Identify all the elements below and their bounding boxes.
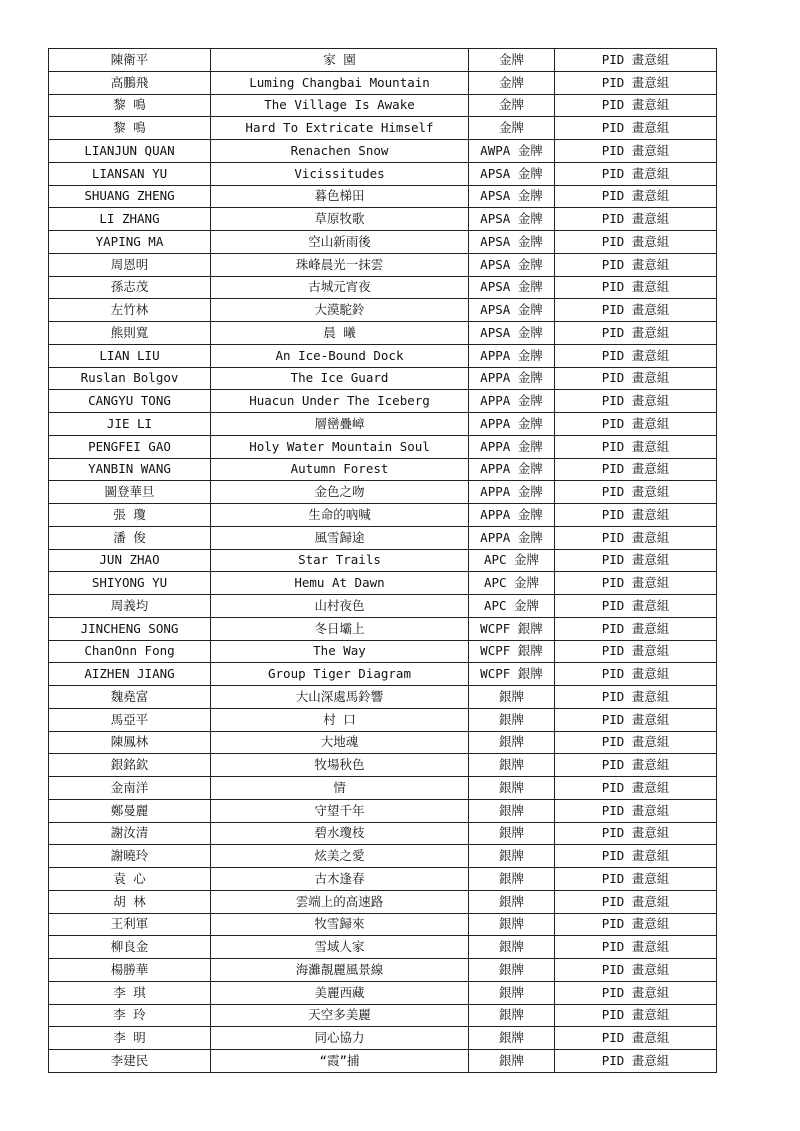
table-row xyxy=(49,185,717,208)
table-row xyxy=(49,1004,717,1027)
table-row xyxy=(49,162,717,185)
author-name: 鄭曼麗 xyxy=(49,799,211,822)
author-name: YANBIN WANG xyxy=(49,458,211,481)
table-row xyxy=(49,94,717,117)
table-row xyxy=(49,71,717,94)
table-row xyxy=(49,49,717,72)
work-title: 山村夜色 xyxy=(211,595,469,618)
work-title: 村 口 xyxy=(211,708,469,731)
work-title: 古木逢春 xyxy=(211,868,469,891)
category-group: PID 畫意組 xyxy=(555,595,717,618)
table-row xyxy=(49,981,717,1004)
category-group: PID 畫意組 xyxy=(555,94,717,117)
work-title: 生命的吶喊 xyxy=(211,504,469,527)
table-row xyxy=(49,458,717,481)
work-title: 雪域人家 xyxy=(211,936,469,959)
category-group: PID 畫意組 xyxy=(555,731,717,754)
work-title: 海灘靚麗風景線 xyxy=(211,959,469,982)
table-row xyxy=(49,799,717,822)
author-name: 李建民 xyxy=(49,1050,211,1073)
table-row xyxy=(49,822,717,845)
category-group: PID 畫意組 xyxy=(555,390,717,413)
category-group: PID 畫意組 xyxy=(555,913,717,936)
category-group: PID 畫意組 xyxy=(555,162,717,185)
category-group: PID 畫意組 xyxy=(555,299,717,322)
award-level: APC 金牌 xyxy=(469,595,555,618)
category-group: PID 畫意組 xyxy=(555,435,717,458)
work-title: Autumn Forest xyxy=(211,458,469,481)
work-title: 風雪歸途 xyxy=(211,526,469,549)
author-name: JIE LI xyxy=(49,413,211,436)
table-row xyxy=(49,231,717,254)
author-name: ChanOnn Fong xyxy=(49,640,211,663)
work-title: Huacun Under The Iceberg xyxy=(211,390,469,413)
work-title: 草原牧歌 xyxy=(211,208,469,231)
table-row xyxy=(49,481,717,504)
table-row xyxy=(49,390,717,413)
table-row xyxy=(49,140,717,163)
work-title: 炫美之愛 xyxy=(211,845,469,868)
category-group: PID 畫意組 xyxy=(555,458,717,481)
category-group: PID 畫意組 xyxy=(555,549,717,572)
award-level: APPA 金牌 xyxy=(469,481,555,504)
category-group: PID 畫意組 xyxy=(555,526,717,549)
award-level: 金牌 xyxy=(469,94,555,117)
award-level: APPA 金牌 xyxy=(469,458,555,481)
work-title: The Village Is Awake xyxy=(211,94,469,117)
work-title: 美麗西藏 xyxy=(211,981,469,1004)
author-name: 袁 心 xyxy=(49,868,211,891)
award-level: 金牌 xyxy=(469,49,555,72)
award-level: 銀牌 xyxy=(469,799,555,822)
author-name: 楊勝華 xyxy=(49,959,211,982)
author-name: 周義均 xyxy=(49,595,211,618)
work-title: 暮色梯田 xyxy=(211,185,469,208)
author-name: 孫志茂 xyxy=(49,276,211,299)
table-row xyxy=(49,253,717,276)
author-name: LI ZHANG xyxy=(49,208,211,231)
category-group: PID 畫意組 xyxy=(555,754,717,777)
category-group: PID 畫意組 xyxy=(555,777,717,800)
table-row xyxy=(49,572,717,595)
author-name: 柳良金 xyxy=(49,936,211,959)
work-title: 冬日壩上 xyxy=(211,617,469,640)
author-name: LIAN LIU xyxy=(49,344,211,367)
category-group: PID 畫意組 xyxy=(555,1050,717,1073)
work-title: 珠峰晨光一抹雲 xyxy=(211,253,469,276)
table-row xyxy=(49,959,717,982)
category-group: PID 畫意組 xyxy=(555,71,717,94)
work-title: Star Trails xyxy=(211,549,469,572)
author-name: 王利軍 xyxy=(49,913,211,936)
award-level: WCPF 銀牌 xyxy=(469,617,555,640)
award-level: APSA 金牌 xyxy=(469,276,555,299)
category-group: PID 畫意組 xyxy=(555,322,717,345)
table-row xyxy=(49,731,717,754)
author-name: 周恩明 xyxy=(49,253,211,276)
category-group: PID 畫意組 xyxy=(555,822,717,845)
category-group: PID 畫意組 xyxy=(555,617,717,640)
author-name: CANGYU TONG xyxy=(49,390,211,413)
award-level: APPA 金牌 xyxy=(469,413,555,436)
award-level: APSA 金牌 xyxy=(469,231,555,254)
award-level: APC 金牌 xyxy=(469,549,555,572)
category-group: PID 畫意組 xyxy=(555,868,717,891)
award-level: APPA 金牌 xyxy=(469,390,555,413)
table-row xyxy=(49,1050,717,1073)
award-level: 銀牌 xyxy=(469,731,555,754)
table-row xyxy=(49,117,717,140)
award-level: 銀牌 xyxy=(469,868,555,891)
table-row xyxy=(49,526,717,549)
category-group: PID 畫意組 xyxy=(555,572,717,595)
work-title: The Way xyxy=(211,640,469,663)
author-name: 魏堯富 xyxy=(49,686,211,709)
table-row xyxy=(49,1027,717,1050)
category-group: PID 畫意組 xyxy=(555,185,717,208)
work-title: 古城元宵夜 xyxy=(211,276,469,299)
table-row xyxy=(49,504,717,527)
category-group: PID 畫意組 xyxy=(555,140,717,163)
author-name: 李 琪 xyxy=(49,981,211,1004)
table-row xyxy=(49,617,717,640)
work-title: 大地魂 xyxy=(211,731,469,754)
author-name: SHIYONG YU xyxy=(49,572,211,595)
category-group: PID 畫意組 xyxy=(555,253,717,276)
category-group: PID 畫意組 xyxy=(555,481,717,504)
author-name: 銀銘欽 xyxy=(49,754,211,777)
award-level: APSA 金牌 xyxy=(469,208,555,231)
work-title: 晨 曦 xyxy=(211,322,469,345)
award-level: 銀牌 xyxy=(469,1027,555,1050)
award-level: APSA 金牌 xyxy=(469,185,555,208)
table-row xyxy=(49,663,717,686)
work-title: The Ice Guard xyxy=(211,367,469,390)
work-title: 雲端上的高速路 xyxy=(211,890,469,913)
table-row xyxy=(49,413,717,436)
award-level: 銀牌 xyxy=(469,913,555,936)
author-name: 金南洋 xyxy=(49,777,211,800)
table-row xyxy=(49,595,717,618)
author-name: 李 玲 xyxy=(49,1004,211,1027)
author-name: 熊則寬 xyxy=(49,322,211,345)
work-title: 碧水瓊枝 xyxy=(211,822,469,845)
author-name: 黎 鳴 xyxy=(49,94,211,117)
author-name: JUN ZHAO xyxy=(49,549,211,572)
work-title: 家 園 xyxy=(211,49,469,72)
work-title: Hard To Extricate Himself xyxy=(211,117,469,140)
award-level: 銀牌 xyxy=(469,708,555,731)
work-title: 守望千年 xyxy=(211,799,469,822)
category-group: PID 畫意組 xyxy=(555,276,717,299)
table-row xyxy=(49,208,717,231)
award-level: 銀牌 xyxy=(469,845,555,868)
award-level: 銀牌 xyxy=(469,822,555,845)
work-title: 牧場秋色 xyxy=(211,754,469,777)
author-name: 潘 俊 xyxy=(49,526,211,549)
category-group: PID 畫意組 xyxy=(555,367,717,390)
award-level: APPA 金牌 xyxy=(469,526,555,549)
award-level: 銀牌 xyxy=(469,959,555,982)
work-title: An Ice-Bound Dock xyxy=(211,344,469,367)
table-row xyxy=(49,344,717,367)
work-title: 大漠駝鈴 xyxy=(211,299,469,322)
category-group: PID 畫意組 xyxy=(555,49,717,72)
table-row xyxy=(49,913,717,936)
table-row xyxy=(49,936,717,959)
category-group: PID 畫意組 xyxy=(555,640,717,663)
table-row xyxy=(49,640,717,663)
table-row xyxy=(49,435,717,458)
category-group: PID 畫意組 xyxy=(555,1027,717,1050)
table-row xyxy=(49,868,717,891)
category-group: PID 畫意組 xyxy=(555,981,717,1004)
awards-table xyxy=(48,48,717,1073)
author-name: 胡 林 xyxy=(49,890,211,913)
author-name: 陳衛平 xyxy=(49,49,211,72)
work-title: 同心協力 xyxy=(211,1027,469,1050)
award-level: APPA 金牌 xyxy=(469,344,555,367)
work-title: 牧雪歸來 xyxy=(211,913,469,936)
table-row xyxy=(49,276,717,299)
author-name: 張 瓊 xyxy=(49,504,211,527)
category-group: PID 畫意組 xyxy=(555,686,717,709)
author-name: 黎 鳴 xyxy=(49,117,211,140)
work-title: 層巒疊嶂 xyxy=(211,413,469,436)
award-level: 銀牌 xyxy=(469,936,555,959)
award-level: 金牌 xyxy=(469,117,555,140)
work-title: 情 xyxy=(211,777,469,800)
table-row xyxy=(49,299,717,322)
work-title: 天空多美麗 xyxy=(211,1004,469,1027)
table-row xyxy=(49,777,717,800)
award-level: 銀牌 xyxy=(469,754,555,777)
work-title: Holy Water Mountain Soul xyxy=(211,435,469,458)
award-level: APPA 金牌 xyxy=(469,504,555,527)
award-level: AWPA 金牌 xyxy=(469,140,555,163)
award-level: 銀牌 xyxy=(469,981,555,1004)
award-level: APPA 金牌 xyxy=(469,367,555,390)
author-name: LIANJUN QUAN xyxy=(49,140,211,163)
award-level: 銀牌 xyxy=(469,1050,555,1073)
award-level: 銀牌 xyxy=(469,686,555,709)
category-group: PID 畫意組 xyxy=(555,231,717,254)
award-level: APPA 金牌 xyxy=(469,435,555,458)
award-level: 銀牌 xyxy=(469,777,555,800)
author-name: JINCHENG SONG xyxy=(49,617,211,640)
category-group: PID 畫意組 xyxy=(555,344,717,367)
category-group: PID 畫意組 xyxy=(555,708,717,731)
author-name: 高鵬飛 xyxy=(49,71,211,94)
award-level: 銀牌 xyxy=(469,890,555,913)
category-group: PID 畫意組 xyxy=(555,799,717,822)
author-name: 李 明 xyxy=(49,1027,211,1050)
author-name: 馬亞平 xyxy=(49,708,211,731)
work-title: Hemu At Dawn xyxy=(211,572,469,595)
category-group: PID 畫意組 xyxy=(555,117,717,140)
author-name: AIZHEN JIANG xyxy=(49,663,211,686)
category-group: PID 畫意組 xyxy=(555,936,717,959)
table-row xyxy=(49,754,717,777)
award-level: WCPF 銀牌 xyxy=(469,663,555,686)
work-title: 金色之吻 xyxy=(211,481,469,504)
table-row xyxy=(49,845,717,868)
award-level: APSA 金牌 xyxy=(469,162,555,185)
work-title: 空山新雨後 xyxy=(211,231,469,254)
category-group: PID 畫意組 xyxy=(555,413,717,436)
work-title: Luming Changbai Mountain xyxy=(211,71,469,94)
table-row xyxy=(49,708,717,731)
author-name: 陳鳳林 xyxy=(49,731,211,754)
work-title: “霞”捕 xyxy=(211,1050,469,1073)
category-group: PID 畫意組 xyxy=(555,1004,717,1027)
award-level: APC 金牌 xyxy=(469,572,555,595)
author-name: LIANSAN YU xyxy=(49,162,211,185)
awards-table-body xyxy=(49,49,717,1073)
table-row xyxy=(49,890,717,913)
author-name: 左竹林 xyxy=(49,299,211,322)
award-level: APSA 金牌 xyxy=(469,253,555,276)
award-level: 銀牌 xyxy=(469,1004,555,1027)
table-row xyxy=(49,322,717,345)
author-name: Ruslan Bolgov xyxy=(49,367,211,390)
author-name: 謝曉玲 xyxy=(49,845,211,868)
author-name: YAPING MA xyxy=(49,231,211,254)
category-group: PID 畫意組 xyxy=(555,890,717,913)
category-group: PID 畫意組 xyxy=(555,208,717,231)
award-level: WCPF 銀牌 xyxy=(469,640,555,663)
author-name: PENGFEI GAO xyxy=(49,435,211,458)
category-group: PID 畫意組 xyxy=(555,959,717,982)
author-name: 圖登華旦 xyxy=(49,481,211,504)
author-name: SHUANG ZHENG xyxy=(49,185,211,208)
category-group: PID 畫意組 xyxy=(555,845,717,868)
work-title: Renachen Snow xyxy=(211,140,469,163)
work-title: Group Tiger Diagram xyxy=(211,663,469,686)
table-row xyxy=(49,549,717,572)
award-level: APSA 金牌 xyxy=(469,299,555,322)
work-title: 大山深處馬鈴響 xyxy=(211,686,469,709)
category-group: PID 畫意組 xyxy=(555,663,717,686)
author-name: 謝汝清 xyxy=(49,822,211,845)
table-row xyxy=(49,367,717,390)
category-group: PID 畫意組 xyxy=(555,504,717,527)
award-level: 金牌 xyxy=(469,71,555,94)
award-level: APSA 金牌 xyxy=(469,322,555,345)
work-title: Vicissitudes xyxy=(211,162,469,185)
table-row xyxy=(49,686,717,709)
